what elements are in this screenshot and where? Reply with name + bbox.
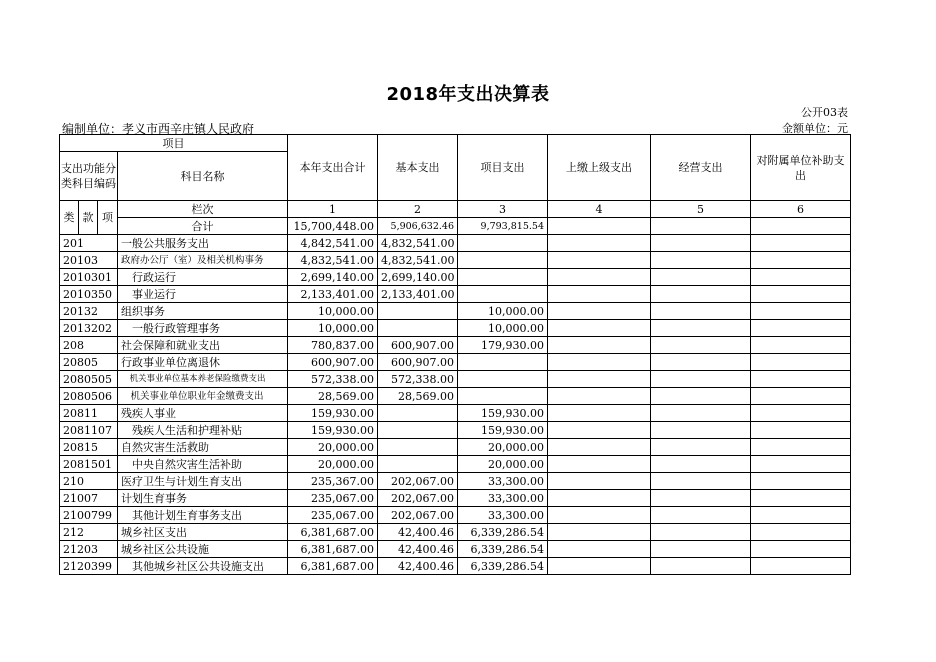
row-upper	[548, 252, 651, 269]
table-row	[60, 252, 851, 269]
row-upper	[548, 456, 651, 473]
row-project: 10,000.00	[458, 320, 548, 337]
row-code: 20103	[60, 252, 118, 269]
row-operating	[651, 422, 751, 439]
row-operating	[651, 320, 751, 337]
row-total: 2,133,401.00	[288, 286, 378, 303]
table-row	[60, 439, 851, 456]
row-code: 20132	[60, 303, 118, 320]
col-num-5: 5	[651, 201, 751, 218]
row-operating	[651, 405, 751, 422]
row-subject-name: 残疾人生活和护理补贴	[118, 422, 288, 439]
row-operating	[651, 558, 751, 575]
row-subject-name: 一般公共服务支出	[118, 235, 288, 252]
row-total: 780,837.00	[288, 337, 378, 354]
row-subsidy	[751, 524, 851, 541]
amount-unit: 金额单位：元	[782, 122, 848, 135]
table-row	[60, 507, 851, 524]
header-column-order: 栏次	[118, 201, 288, 218]
row-total: 2,699,140.00	[288, 269, 378, 286]
row-subject-name: 行政事业单位离退休	[118, 354, 288, 371]
row-code: 21203	[60, 541, 118, 558]
row-total: 235,067.00	[288, 507, 378, 524]
col-num-3: 3	[458, 201, 548, 218]
row-upper	[548, 524, 651, 541]
row-code: 21007	[60, 490, 118, 507]
row-basic	[378, 405, 458, 422]
total-row-basic: 5,906,632.46	[378, 218, 458, 235]
expenditure-table	[59, 134, 851, 575]
row-subject-name: 其他城乡社区公共设施支出	[118, 558, 288, 575]
row-project: 10,000.00	[458, 303, 548, 320]
row-subject-name: 城乡社区支出	[118, 524, 288, 541]
row-total: 20,000.00	[288, 439, 378, 456]
row-operating	[651, 507, 751, 524]
row-total: 10,000.00	[288, 303, 378, 320]
row-code: 2010350	[60, 286, 118, 303]
col-num-6: 6	[751, 201, 851, 218]
row-operating	[651, 439, 751, 456]
row-upper	[548, 354, 651, 371]
col-num-4: 4	[548, 201, 651, 218]
row-code: 2010301	[60, 269, 118, 286]
row-project: 6,339,286.54	[458, 558, 548, 575]
table-row	[60, 388, 851, 405]
header-kuan: 款	[79, 201, 98, 235]
table-row	[60, 456, 851, 473]
table-row	[60, 490, 851, 507]
row-total: 4,832,541.00	[288, 252, 378, 269]
table-row	[60, 269, 851, 286]
row-code: 2080505	[60, 371, 118, 388]
row-operating	[651, 524, 751, 541]
col-num-2: 2	[378, 201, 458, 218]
row-operating	[651, 388, 751, 405]
total-row-project: 9,793,815.54	[458, 218, 548, 235]
row-upper	[548, 541, 651, 558]
table-row	[60, 354, 851, 371]
total-row-label: 合计	[118, 218, 288, 235]
row-operating	[651, 252, 751, 269]
row-project: 33,300.00	[458, 490, 548, 507]
row-total: 6,381,687.00	[288, 558, 378, 575]
row-upper	[548, 422, 651, 439]
row-code: 20811	[60, 405, 118, 422]
table-row	[60, 541, 851, 558]
row-basic: 600,907.00	[378, 354, 458, 371]
table-row	[60, 303, 851, 320]
row-subject-name: 其他计划生育事务支出	[118, 507, 288, 524]
row-total: 572,338.00	[288, 371, 378, 388]
row-upper	[548, 269, 651, 286]
row-upper	[548, 507, 651, 524]
row-basic	[378, 303, 458, 320]
header-operating: 经营支出	[651, 135, 751, 201]
row-subject-name: 一般行政管理事务	[118, 320, 288, 337]
row-subsidy	[751, 422, 851, 439]
row-subsidy	[751, 541, 851, 558]
row-subsidy	[751, 439, 851, 456]
header-basic: 基本支出	[378, 135, 458, 201]
total-row-total: 15,700,448.00	[288, 218, 378, 235]
row-subject-name: 医疗卫生与计划生育支出	[118, 473, 288, 490]
table-row	[60, 524, 851, 541]
row-upper	[548, 388, 651, 405]
row-subsidy	[751, 303, 851, 320]
table-row	[60, 337, 851, 354]
row-subject-name: 社会保障和就业支出	[118, 337, 288, 354]
row-subsidy	[751, 320, 851, 337]
row-subsidy	[751, 490, 851, 507]
row-subsidy	[751, 473, 851, 490]
row-upper	[548, 490, 651, 507]
table-row	[60, 320, 851, 337]
row-upper	[548, 439, 651, 456]
table-row	[60, 371, 851, 388]
row-total: 235,067.00	[288, 490, 378, 507]
row-subject-name: 政府办公厅（室）及相关机构事务	[118, 252, 288, 269]
header-xiang: 项	[98, 201, 118, 235]
row-subject-name: 机关事业单位职业年金缴费支出	[118, 388, 288, 405]
table-row	[60, 405, 851, 422]
row-project: 6,339,286.54	[458, 524, 548, 541]
row-subsidy	[751, 235, 851, 252]
row-code: 208	[60, 337, 118, 354]
row-subject-name: 城乡社区公共设施	[118, 541, 288, 558]
row-basic	[378, 320, 458, 337]
row-operating	[651, 490, 751, 507]
row-project	[458, 235, 548, 252]
row-basic: 600,907.00	[378, 337, 458, 354]
row-basic: 42,400.46	[378, 558, 458, 575]
row-total: 6,381,687.00	[288, 541, 378, 558]
row-total: 6,381,687.00	[288, 524, 378, 541]
header-subject-name: 科目名称	[118, 152, 288, 201]
header-upper: 上缴上级支出	[548, 135, 651, 201]
row-operating	[651, 337, 751, 354]
row-project	[458, 388, 548, 405]
row-total: 4,842,541.00	[288, 235, 378, 252]
row-total: 20,000.00	[288, 456, 378, 473]
row-code: 2081501	[60, 456, 118, 473]
row-project: 159,930.00	[458, 405, 548, 422]
row-total: 159,930.00	[288, 422, 378, 439]
header-func-code: 支出功能分类科目编码	[60, 152, 118, 201]
row-total: 235,367.00	[288, 473, 378, 490]
row-code: 20815	[60, 439, 118, 456]
row-basic	[378, 439, 458, 456]
row-project: 179,930.00	[458, 337, 548, 354]
row-subsidy	[751, 354, 851, 371]
row-code: 2080506	[60, 388, 118, 405]
row-operating	[651, 286, 751, 303]
row-basic: 28,569.00	[378, 388, 458, 405]
row-project	[458, 371, 548, 388]
row-project: 159,930.00	[458, 422, 548, 439]
total-row-upper	[548, 218, 651, 235]
row-operating	[651, 235, 751, 252]
row-basic: 42,400.46	[378, 524, 458, 541]
page-title: 2018年支出决算表	[386, 84, 550, 105]
table-row	[60, 235, 851, 252]
row-operating	[651, 303, 751, 320]
table-code-label: 公开03表	[801, 106, 848, 119]
header-total: 本年支出合计	[288, 135, 378, 201]
row-subsidy	[751, 286, 851, 303]
row-total: 10,000.00	[288, 320, 378, 337]
compiling-unit: 编制单位：孝义市西辛庄镇人民政府	[62, 122, 255, 136]
row-operating	[651, 371, 751, 388]
row-code: 2013202	[60, 320, 118, 337]
row-subsidy	[751, 252, 851, 269]
row-subject-name: 中央自然灾害生活补助	[118, 456, 288, 473]
row-subject-name: 残疾人事业	[118, 405, 288, 422]
table-row	[60, 558, 851, 575]
row-subsidy	[751, 405, 851, 422]
row-subject-name: 机关事业单位基本养老保险缴费支出	[118, 371, 288, 388]
row-operating	[651, 473, 751, 490]
row-upper	[548, 320, 651, 337]
row-upper	[548, 405, 651, 422]
row-basic: 572,338.00	[378, 371, 458, 388]
table-row	[60, 286, 851, 303]
row-basic: 202,067.00	[378, 507, 458, 524]
total-row-operating	[651, 218, 751, 235]
table-row	[60, 422, 851, 439]
row-subject-name: 组织事务	[118, 303, 288, 320]
row-project	[458, 252, 548, 269]
row-code: 2100799	[60, 507, 118, 524]
row-total: 28,569.00	[288, 388, 378, 405]
header-project-exp: 项目支出	[458, 135, 548, 201]
row-operating	[651, 354, 751, 371]
row-subsidy	[751, 507, 851, 524]
total-row-subsidy	[751, 218, 851, 235]
header-project: 项目	[60, 135, 288, 152]
row-operating	[651, 269, 751, 286]
row-basic	[378, 422, 458, 439]
row-basic: 42,400.46	[378, 541, 458, 558]
row-basic: 4,832,541.00	[378, 235, 458, 252]
header-lei: 类	[60, 201, 79, 235]
row-total: 600,907.00	[288, 354, 378, 371]
row-project: 20,000.00	[458, 456, 548, 473]
row-project: 20,000.00	[458, 439, 548, 456]
row-project: 6,339,286.54	[458, 541, 548, 558]
row-upper	[548, 473, 651, 490]
row-project	[458, 354, 548, 371]
row-project	[458, 286, 548, 303]
row-subject-name: 行政运行	[118, 269, 288, 286]
row-project: 33,300.00	[458, 507, 548, 524]
row-code: 201	[60, 235, 118, 252]
row-subject-name: 计划生育事务	[118, 490, 288, 507]
row-code: 212	[60, 524, 118, 541]
row-upper	[548, 303, 651, 320]
row-operating	[651, 541, 751, 558]
row-total: 159,930.00	[288, 405, 378, 422]
row-subsidy	[751, 337, 851, 354]
header-subsidy: 对附属单位补助支出	[751, 135, 851, 201]
row-code: 20805	[60, 354, 118, 371]
row-operating	[651, 456, 751, 473]
row-subsidy	[751, 269, 851, 286]
row-upper	[548, 286, 651, 303]
row-basic: 4,832,541.00	[378, 252, 458, 269]
col-num-1: 1	[288, 201, 378, 218]
row-subsidy	[751, 456, 851, 473]
row-basic: 2,699,140.00	[378, 269, 458, 286]
row-project: 33,300.00	[458, 473, 548, 490]
row-subject-name: 事业运行	[118, 286, 288, 303]
row-basic: 2,133,401.00	[378, 286, 458, 303]
row-project	[458, 269, 548, 286]
row-subsidy	[751, 558, 851, 575]
row-upper	[548, 235, 651, 252]
row-upper	[548, 371, 651, 388]
row-subsidy	[751, 371, 851, 388]
row-upper	[548, 558, 651, 575]
row-basic: 202,067.00	[378, 473, 458, 490]
row-basic: 202,067.00	[378, 490, 458, 507]
row-basic	[378, 456, 458, 473]
table-row	[60, 473, 851, 490]
row-subject-name: 自然灾害生活救助	[118, 439, 288, 456]
row-subsidy	[751, 388, 851, 405]
row-upper	[548, 337, 651, 354]
row-code: 210	[60, 473, 118, 490]
row-code: 2120399	[60, 558, 118, 575]
row-code: 2081107	[60, 422, 118, 439]
